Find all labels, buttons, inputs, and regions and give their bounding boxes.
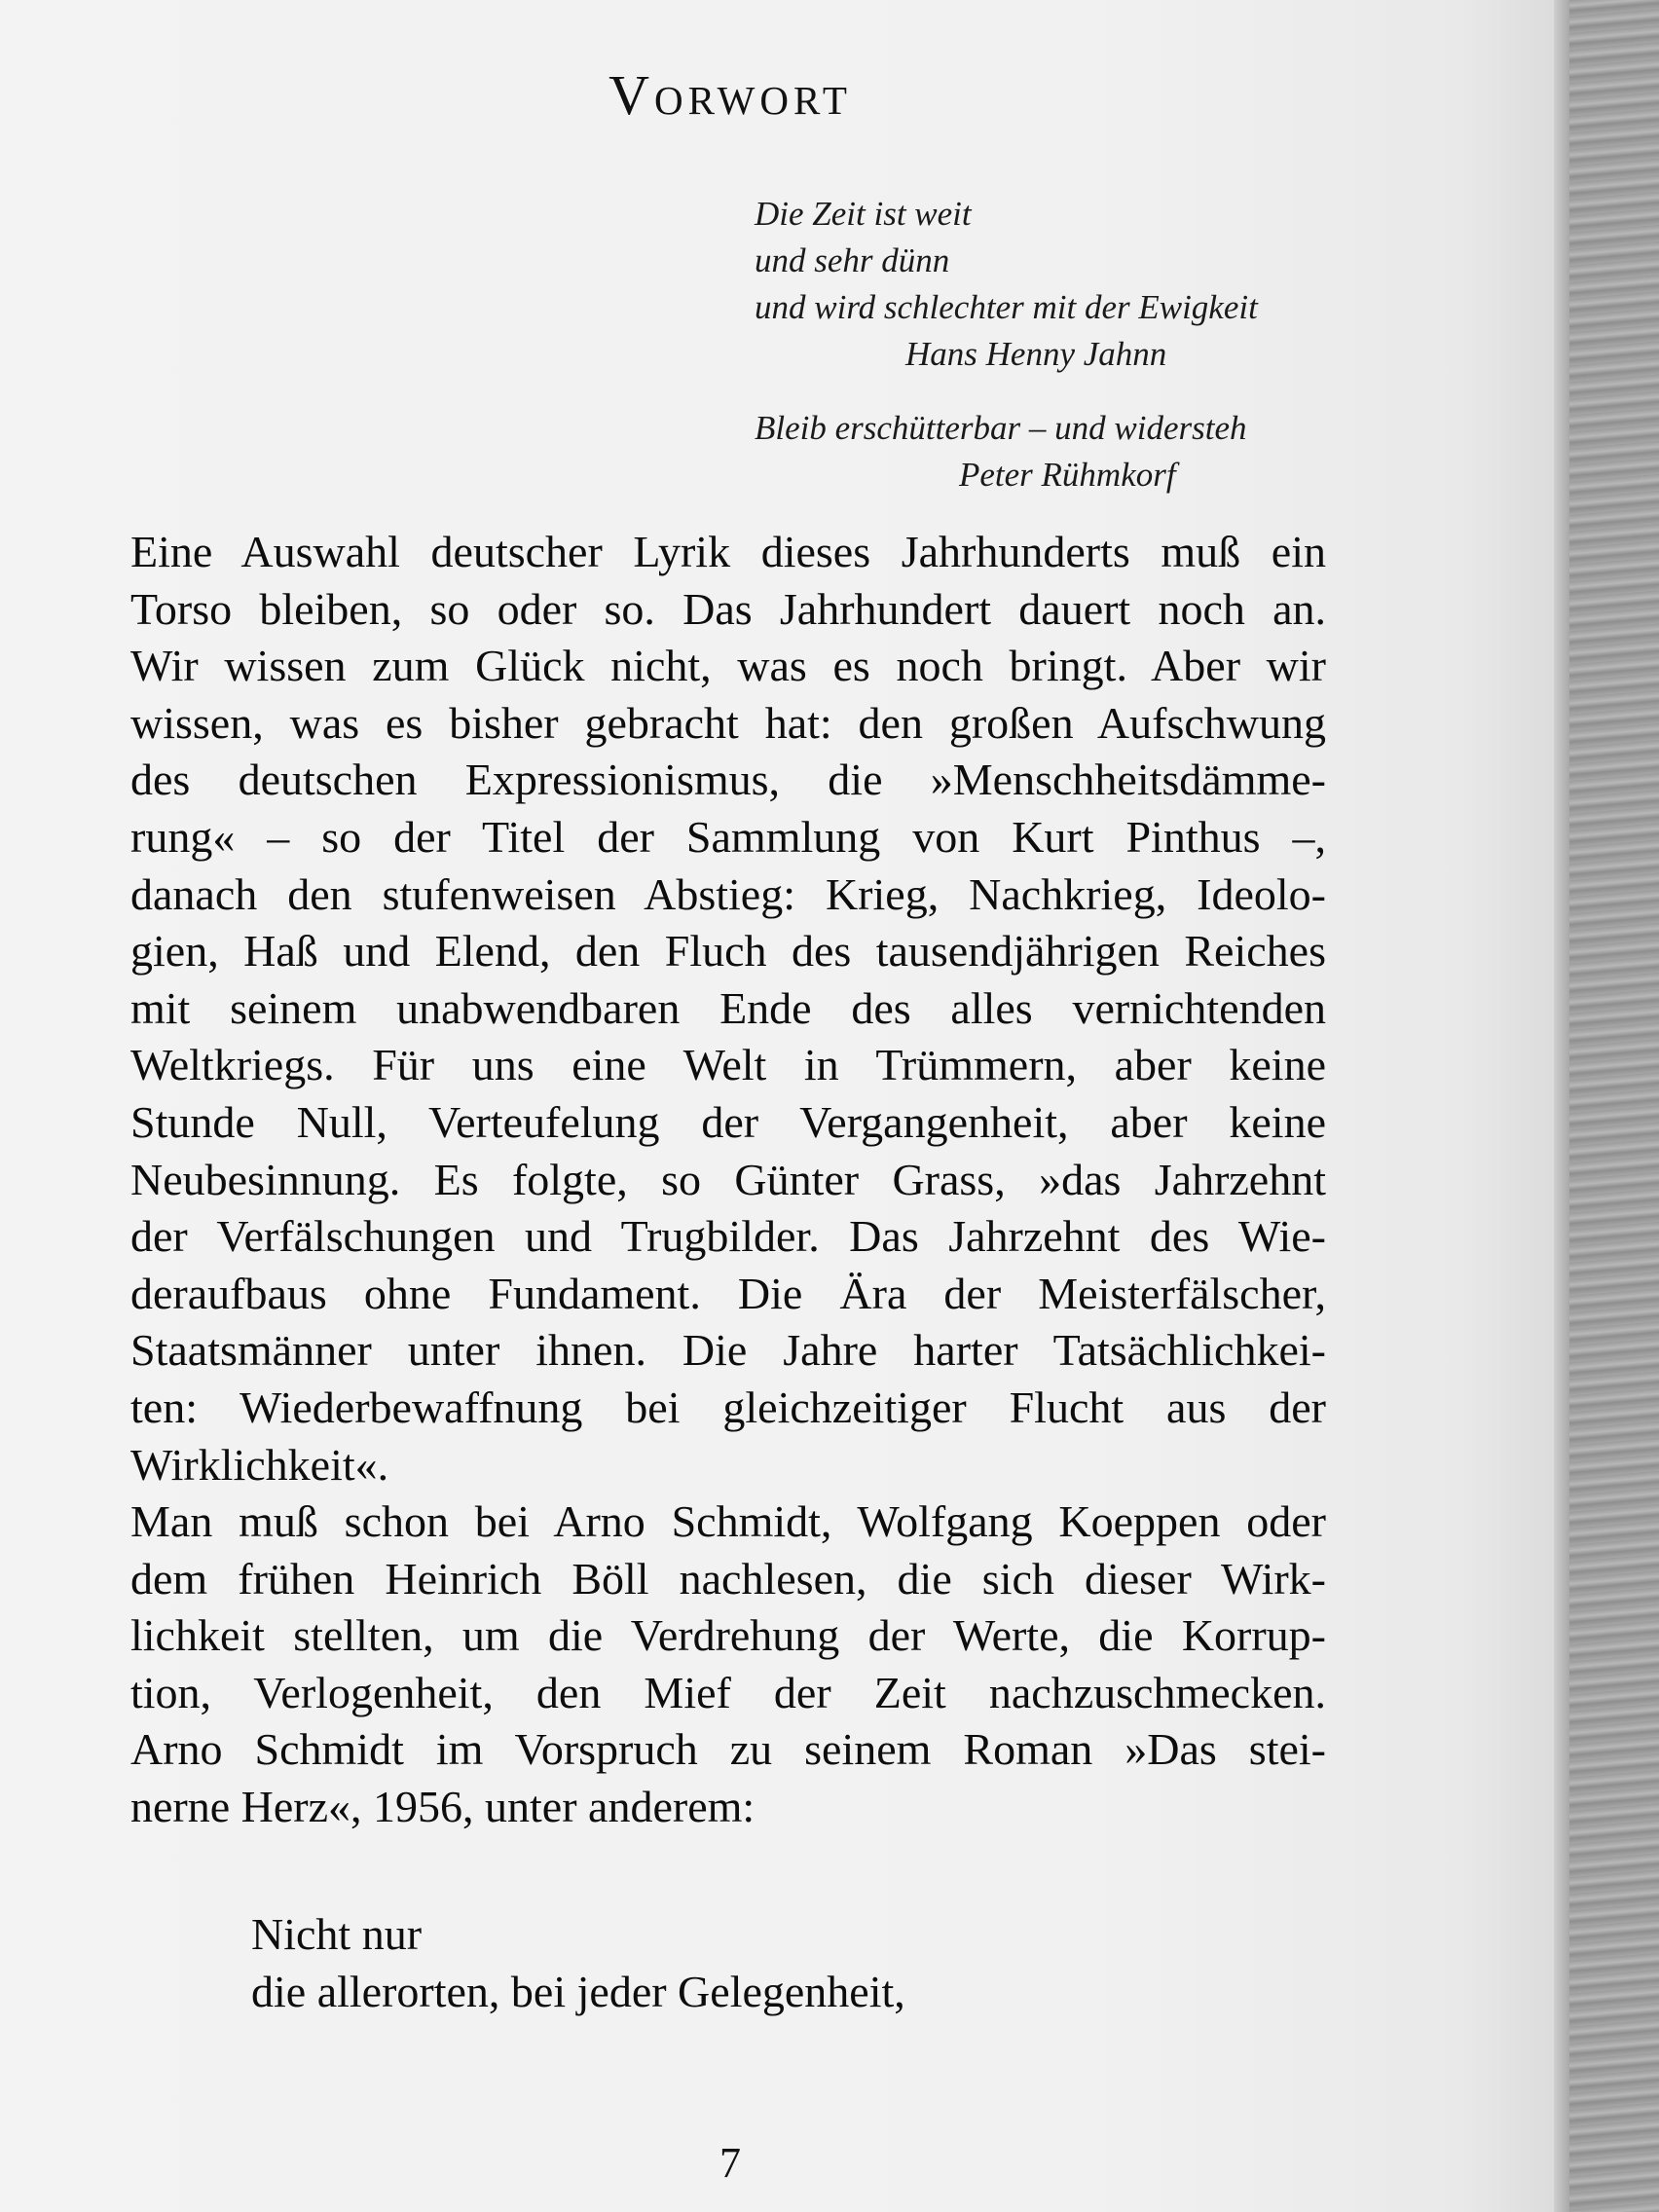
poem-line: die allerorten, bei jeder Gelegenheit, <box>251 1966 905 2016</box>
body-line: Eine Auswahl deutscher Lyrik dieses Jahrhunderts muß ein <box>130 527 1326 576</box>
body-line: Neubesinnung. Es folgte, so Günter Grass, »das Jahrzehnt <box>130 1154 1326 1204</box>
body-line: ten: Wiederbewaffnung bei gleichzeitiger Flucht aus der <box>130 1382 1326 1432</box>
epigraph-ruehmkorf <box>755 405 1339 498</box>
body-line: gien, Haß und Elend, den Fluch des tausendjährigen Reiches <box>130 926 1326 977</box>
body-line: der Verfälschungen und Trugbilder. Das Jahrzehnt des Wie- <box>130 1211 1326 1262</box>
epigraph-line: und wird schlechter mit der Ewigkeit <box>755 288 1258 326</box>
body-line: deraufbaus ohne Fundament. Die Ära der Meisterfälscher, <box>130 1268 1326 1318</box>
body-line: wissen, was es bisher gebracht hat: den großen Aufschwung <box>130 697 1326 748</box>
body-line: Stunde Null, Verteufelung der Vergangenheit, aber keine <box>130 1096 1326 1147</box>
body-text <box>130 524 1326 1836</box>
page-number: 7 <box>719 2139 741 2187</box>
epigraph-jahnn <box>755 191 1339 378</box>
poem-quote <box>251 1906 1127 2020</box>
body-line: rung« – so der Titel der Sammlung von Kurt Pinthus –, <box>130 811 1326 862</box>
body-line: mit seinem unabwendbaren Ende des alles vernichtenden <box>130 982 1326 1033</box>
epigraph-line: Bleib erschütterbar – und widersteh <box>755 409 1247 447</box>
page-title: Vorwort <box>608 63 852 127</box>
epigraph-author: Peter Rühmkorf <box>959 456 1176 494</box>
body-line: des deutschen Expressionismus, die »Menschheitsdämme- <box>130 755 1326 805</box>
body-line: nerne Herz«, 1956, unter anderem: <box>130 1782 756 1832</box>
body-line: Staatsmänner unter ihnen. Die Jahre harter Tatsächlichkei- <box>130 1325 1326 1376</box>
body-line: Arno Schmidt im Vorspruch zu seinem Roman »Das stei- <box>130 1724 1326 1775</box>
background-surface <box>1569 0 1659 2212</box>
page-edge-shadow <box>1554 0 1569 2212</box>
body-line: Wirklichkeit«. <box>130 1439 389 1490</box>
body-line: Man muß schon bei Arno Schmidt, Wolfgang Koeppen oder <box>130 1496 1326 1547</box>
poem-line: Nicht nur <box>251 1909 423 1959</box>
body-line: Torso bleiben, so oder so. Das Jahrhundert dauert noch an. <box>130 583 1326 634</box>
epigraph-author: Hans Henny Jahnn <box>905 335 1167 373</box>
body-line: dem frühen Heinrich Böll nachlesen, die sich dieser Wirk- <box>130 1553 1326 1604</box>
body-line: Weltkriegs. Für uns eine Welt in Trümmern, aber keine <box>130 1040 1326 1090</box>
body-line: lichkeit stellten, um die Verdrehung der Werte, die Korrup- <box>130 1610 1326 1661</box>
body-line: danach den stufenweisen Abstieg: Krieg, Nachkrieg, Ideolo- <box>130 868 1326 919</box>
epigraph-line: und sehr dünn <box>755 241 950 279</box>
epigraph-line: Die Zeit ist weit <box>755 195 972 233</box>
body-line: tion, Verlogenheit, den Mief der Zeit nachzuschmecken. <box>130 1667 1326 1717</box>
body-line: Wir wissen zum Glück nicht, was es noch bringt. Aber wir <box>130 641 1326 691</box>
epigraphs <box>755 191 1339 526</box>
